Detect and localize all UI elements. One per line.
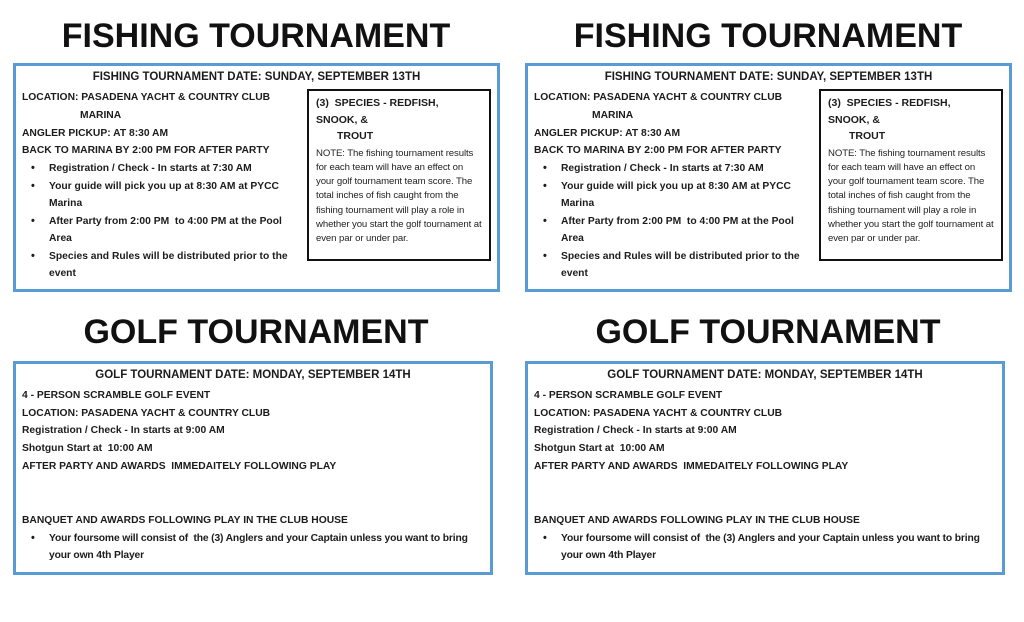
list-item: • Species and Rules will be distributed prior to the event [534, 248, 813, 283]
fishing-details-box [525, 63, 1012, 292]
golf-bullet-list [534, 530, 996, 565]
fishing-location-line: LOCATION: PASADENA YACHT & COUNTRY CLUB [22, 92, 271, 104]
golf-line-afterparty: AFTER PARTY AND AWARDS IMMEDAITELY FOLLOWING PLAY [534, 461, 849, 473]
fishing-info [22, 89, 307, 283]
fishing-title: FISHING TOURNAMENT [61, 17, 451, 55]
fishing-location-line: LOCATION: PASADENA YACHT & COUNTRY CLUB [534, 92, 783, 104]
golf-date-header: GOLF TOURNAMENT DATE: MONDAY, SEPTEMBER 14TH [607, 368, 923, 381]
list-item: • Registration / Check - In starts at 7:30 AM [22, 160, 301, 178]
fishing-title: FISHING TOURNAMENT [573, 17, 963, 55]
fishing-pickup-line: ANGLER PICKUP: AT 8:30 AM [534, 127, 681, 139]
golf-line-location: LOCATION: PASADENA YACHT & COUNTRY CLUB [22, 407, 271, 419]
fishing-body [534, 89, 1003, 283]
golf-bullet-list [22, 530, 484, 565]
list-item: • Species and Rules will be distributed prior to the event [22, 248, 301, 283]
golf-info [534, 387, 996, 476]
golf-details-box [13, 361, 493, 575]
spacer [534, 476, 996, 512]
golf-line-event: 4 - PERSON SCRAMBLE GOLF EVENT [22, 389, 211, 401]
list-item: • Your guide will pick you up at 8:30 AM at PYCC Marina [22, 178, 301, 213]
golf-title: GOLF TOURNAMENT [83, 312, 429, 351]
species-note-text: NOTE: The fishing tournament results for each team will have an effect on your golf tournament team score. The total inches of fish caught from the fishing tournament will play a role in whether you start the golf tournament at even par or under par. [828, 147, 997, 245]
list-item: • Your guide will pick you up at 8:30 AM at PYCC Marina [534, 178, 813, 213]
fishing-details-box [13, 63, 500, 292]
fishing-return-line: BACK TO MARINA BY 2:00 PM FOR AFTER PARTY [534, 145, 782, 157]
fishing-bullet-list [534, 160, 813, 283]
golf-banquet-line: BANQUET AND AWARDS FOLLOWING PLAY IN THE CLUB HOUSE [22, 514, 348, 526]
spacer [22, 476, 484, 512]
fishing-return-line: BACK TO MARINA BY 2:00 PM FOR AFTER PARTY [22, 145, 270, 157]
species-heading [316, 95, 482, 145]
fishing-date-header: FISHING TOURNAMENT DATE: SUNDAY, SEPTEMBER 13TH [604, 71, 933, 84]
fishing-bullet-list [22, 160, 301, 283]
fishing-location-line2: MARINA [592, 109, 634, 121]
species-heading-line1: (3) SPECIES - REDFISH, SNOOK, & [316, 97, 442, 126]
fishing-location-line2: MARINA [80, 109, 122, 121]
fishing-pickup-line: ANGLER PICKUP: AT 8:30 AM [22, 127, 169, 139]
fishing-info [534, 89, 819, 283]
list-item: • Registration / Check - In starts at 7:30 AM [534, 160, 813, 178]
golf-line-location: LOCATION: PASADENA YACHT & COUNTRY CLUB [534, 407, 783, 419]
list-item: • After Party from 2:00 PM to 4:00 PM at the Pool Area [534, 213, 813, 248]
list-item: • After Party from 2:00 PM to 4:00 PM at the Pool Area [22, 213, 301, 248]
species-note-box [819, 89, 1003, 261]
golf-line-registration: Registration / Check - In starts at 9:00 AM [22, 425, 225, 437]
list-item: • Your foursome will consist of the (3) Anglers and your Captain unless you want to bring your own 4th Player [534, 530, 996, 565]
species-heading-line2: TROUT [337, 130, 374, 143]
species-note-text: NOTE: The fishing tournament results for each team will have an effect on your golf tournament team score. The total inches of fish caught from the fishing tournament will play a role in whether you start the golf tournament at even par or under par. [316, 147, 485, 245]
fishing-date-header: FISHING TOURNAMENT DATE: SUNDAY, SEPTEMBER 13TH [92, 71, 421, 84]
golf-details-box [525, 361, 1005, 575]
list-item: • Your foursome will consist of the (3) Anglers and your Captain unless you want to bring your own 4th Player [22, 530, 484, 565]
golf-line-event: 4 - PERSON SCRAMBLE GOLF EVENT [534, 389, 723, 401]
species-heading [828, 95, 994, 145]
species-heading-line1: (3) SPECIES - REDFISH, SNOOK, & [828, 97, 954, 126]
species-note-box [307, 89, 491, 261]
golf-line-shotgun: Shotgun Start at 10:00 AM [534, 443, 665, 455]
golf-date-header: GOLF TOURNAMENT DATE: MONDAY, SEPTEMBER 14TH [95, 368, 411, 381]
golf-line-shotgun: Shotgun Start at 10:00 AM [22, 443, 153, 455]
golf-info [22, 387, 484, 476]
flyer-column-right [512, 0, 1024, 622]
golf-line-afterparty: AFTER PARTY AND AWARDS IMMEDAITELY FOLLOWING PLAY [22, 461, 337, 473]
species-heading-line2: TROUT [849, 130, 886, 143]
golf-line-registration: Registration / Check - In starts at 9:00 AM [534, 425, 737, 437]
golf-banquet-line: BANQUET AND AWARDS FOLLOWING PLAY IN THE CLUB HOUSE [534, 514, 860, 526]
fishing-body [22, 89, 491, 283]
golf-title: GOLF TOURNAMENT [595, 312, 941, 351]
